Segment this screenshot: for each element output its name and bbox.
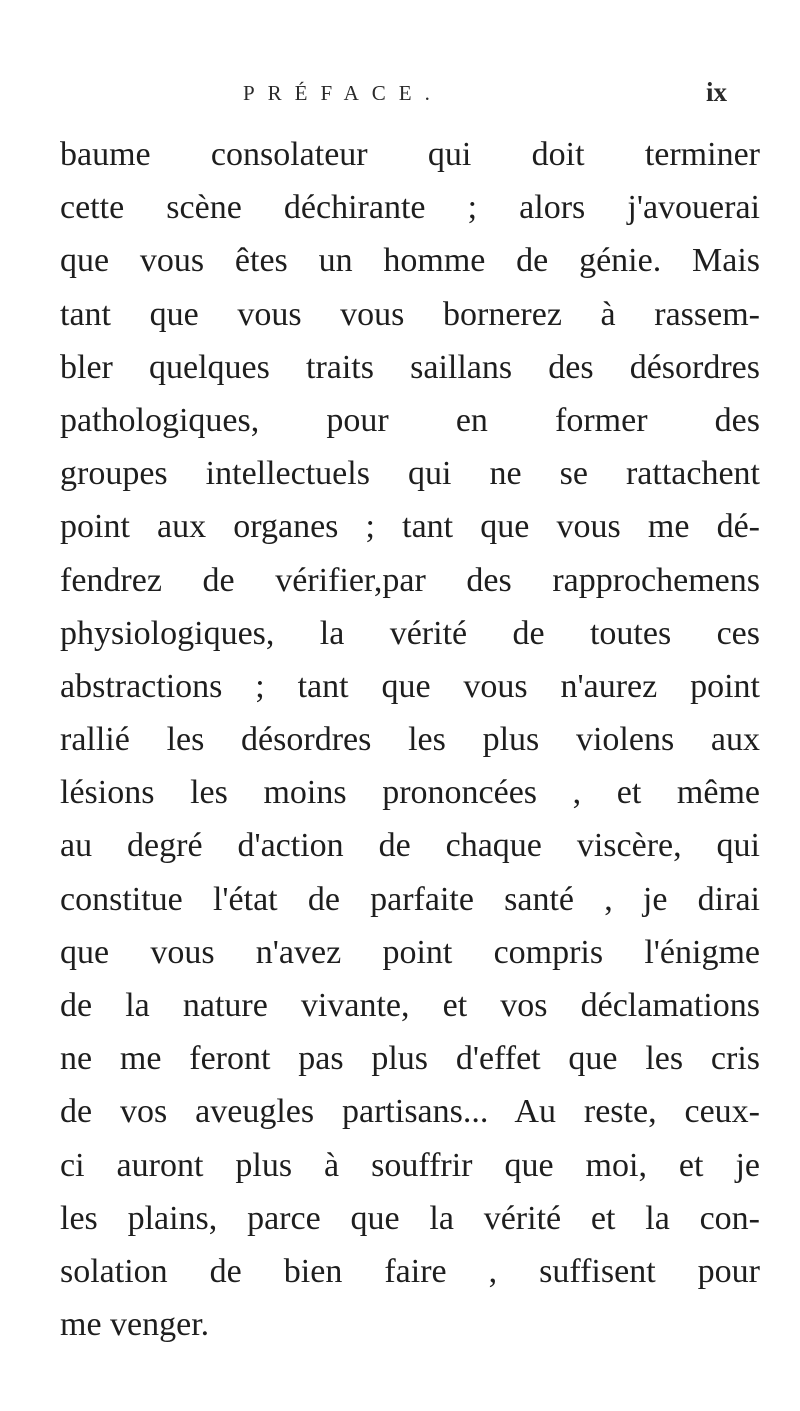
text-line: cette scène déchirante ; alors j'avouerai [60,189,760,227]
text-line: point aux organes ; tant que vous me dé- [60,508,760,546]
text-line: physiologiques, la vérité de toutes ces [60,614,760,652]
text-line: baume consolateur qui doit terminer [60,136,760,173]
running-title: PRÉFACE. [243,81,443,105]
text-line: au degré d'action de chaque viscère, qui [60,827,760,865]
text-line: de la nature vivante, et vos déclamations [60,987,760,1024]
text-line: lésions les moins prononcées , et même [60,774,760,812]
text-line: bler quelques traits saillans des désordres [60,348,760,386]
text-line: ne me feront pas plus d'effet que les cris [60,1040,760,1078]
text-line: groupes intellectuels qui ne se rattachent [60,455,760,493]
text-line: constitue l'état de parfaite santé , je dirai [60,880,760,918]
body-text [60,128,760,1351]
running-head [0,78,800,118]
page-number: ix [706,77,728,107]
text-line: que vous êtes un homme de génie. Mais [60,242,760,280]
text-line: abstractions ; tant que vous n'aurez point [60,667,760,705]
text-line: me venger. [60,1306,210,1344]
text-line: de vos aveugles partisans... Au reste, ceux- [60,1093,760,1131]
text-line: rallié les désordres les plus violens aux [60,721,760,759]
text-line: solation de bien faire , suffisent pour [60,1252,760,1290]
text-line: ci auront plus à souffrir que moi, et je [60,1146,760,1184]
text-line: fendrez de vérifier,par des rapprochemens [60,561,760,599]
text-line: les plains, parce que la vérité et la con- [60,1199,760,1237]
text-line: pathologiques, pour en former des [60,401,760,439]
text-line: que vous n'avez point compris l'énigme [60,933,760,971]
text-line: tant que vous vous bornerez à rassem- [60,295,760,333]
